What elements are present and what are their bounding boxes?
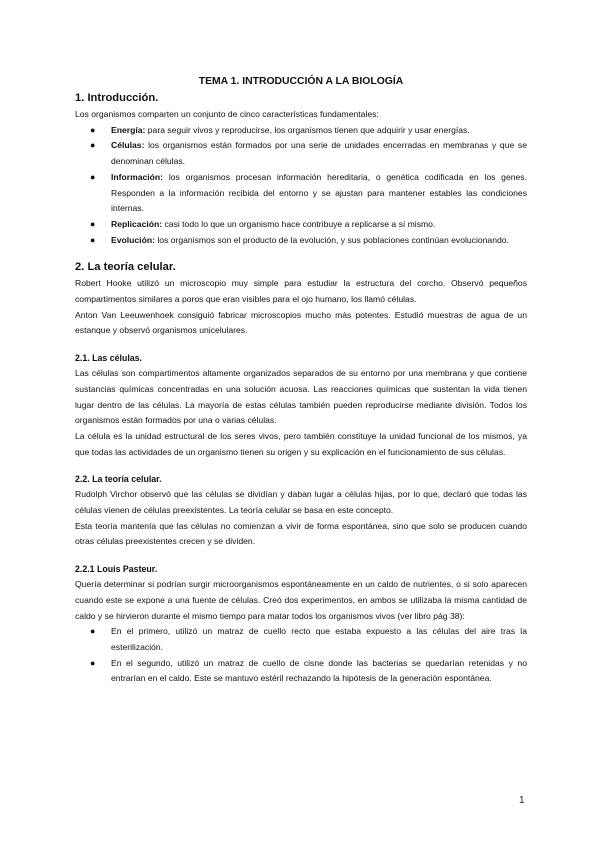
paragraph: Robert Hooke utilizó un microscopio muy simple para estudiar la estructura del corcho. Observó pequeños compartimentos similares a poros que eran visibles para el ojo humano, los llamó células. <box>75 278 527 305</box>
paragraph: Las células son compartimentos altamente organizados separados de su entorno por una membrana y que contiene sustancias químicas concentradas en una solución acuosa. Las reacciones químicas que sustentan la vida tienen lugar dentro de las células. La mayoría de estas células también pueden reproducirse mediante división. Todos los organismos están formados por una o varias células. <box>75 368 527 426</box>
bullet-icon: ● <box>90 218 96 229</box>
list-item-text: para seguir vivos y reproducirse, los organismos tienen que adquirir y usar energías. <box>145 124 470 135</box>
bullet-icon: ● <box>90 657 96 668</box>
list-item-term: Células: <box>111 140 145 151</box>
list-item <box>75 624 527 655</box>
list-item-text: casi todo lo que un organismo hace contribuye a replicarse a sí mismo. <box>162 218 436 229</box>
list-item <box>75 233 527 249</box>
subsection-heading-louis-pasteur: 2.2.1 Louis Pasteur. <box>75 564 158 575</box>
list-item-text: En el primero, utilizó un matraz de cuello recto que estaba expuesto a las células del aire tras la esterilización. <box>111 626 527 652</box>
page-number: 1 <box>519 795 525 806</box>
paragraph: Esta teoría mantenía que las células no comienzan a vivir de forma espontánea, sino que solo se producen cuando otras células preexistentes crecen y se dividen. <box>75 520 527 547</box>
paragraph: Los organismos comparten un conjunto de cinco características fundamentales: <box>75 109 379 119</box>
section-heading-introduccion: 1. Introducción. <box>75 92 159 104</box>
list-item <box>75 656 527 687</box>
bullet-icon: ● <box>90 140 96 151</box>
page-content <box>75 73 527 687</box>
list-item <box>75 170 527 217</box>
list-item-text: los organismos son el producto de la evolución, y sus poblaciones continúan evolucionando. <box>154 234 509 245</box>
list-item-term: Evolución: <box>111 234 155 245</box>
section-heading-teoria-celular: 2. La teoría celular. <box>75 261 176 274</box>
bullet-icon: ● <box>90 171 96 182</box>
subsection-heading-celulas: 2.1. Las células. <box>75 353 142 364</box>
list-item-term: Replicación: <box>111 218 163 229</box>
bullet-icon: ● <box>90 124 96 135</box>
list-item-term: Energía: <box>111 124 146 135</box>
characteristics-list <box>75 123 527 249</box>
subsection-heading-teoria-celular: 2.2. La teoría celular. <box>75 474 162 485</box>
list-item-term: Información: <box>111 171 164 182</box>
paragraph: Anton Van Leeuwenhoek consiguió fabricar microscopios mucho más potentes. Estudió muestras de agua de un estanque y observó organismos unicelulares. <box>75 309 527 336</box>
list-item <box>75 138 527 169</box>
paragraph: Quería determinar si podrían surgir microorganismos espontáneamente en un caldo de nutrientes, o si solo aparecen cuando este se expone a una fuente de células. Creó dos experimentos, en ambos se utilizaba la misma cantidad de caldo y se hirvieron durante el mismo tiempo para matar todos los organismos vivos (ver libro pág 38): <box>75 579 527 621</box>
list-item <box>75 123 527 139</box>
list-item-text: En el segundo, utilizó un matraz de cuello de cisne donde las bacterias se quedarían retenidas y no entrarían en el caldo. Este se mantuvo estéril rechazando la hipótesis de la generación espontánea. <box>111 657 527 684</box>
bullet-icon: ● <box>90 626 96 637</box>
bullet-icon: ● <box>90 234 96 245</box>
list-item <box>75 217 527 233</box>
experiments-list <box>75 624 527 687</box>
list-item-text: los organismos están formados por una serie de unidades encerradas en membranas y que se denominan células. <box>111 140 527 167</box>
paragraph: Rudolph Virchor observó que las células se dividían y daban lugar a células hijas, por lo que, declaró que todas las células vienen de células preexistentes. La teoría celular se basa en este concepto. <box>75 489 527 516</box>
list-item-text: los organismos procesan información hereditaria, o genética codificada en los genes. Responden a la información recibida del entorno y se ajustan para mantener estables las condiciones internas. <box>111 171 527 214</box>
document-title: TEMA 1. INTRODUCCIÓN A LA BIOLOGÍA <box>198 76 404 87</box>
paragraph: La célula es la unidad estructural de los seres vivos, pero también constituye la unidad funcional de los mismos, ya que todas las actividades de un organismo tienen su origen y su explicación en el funcionamiento de sus células. <box>75 430 527 457</box>
